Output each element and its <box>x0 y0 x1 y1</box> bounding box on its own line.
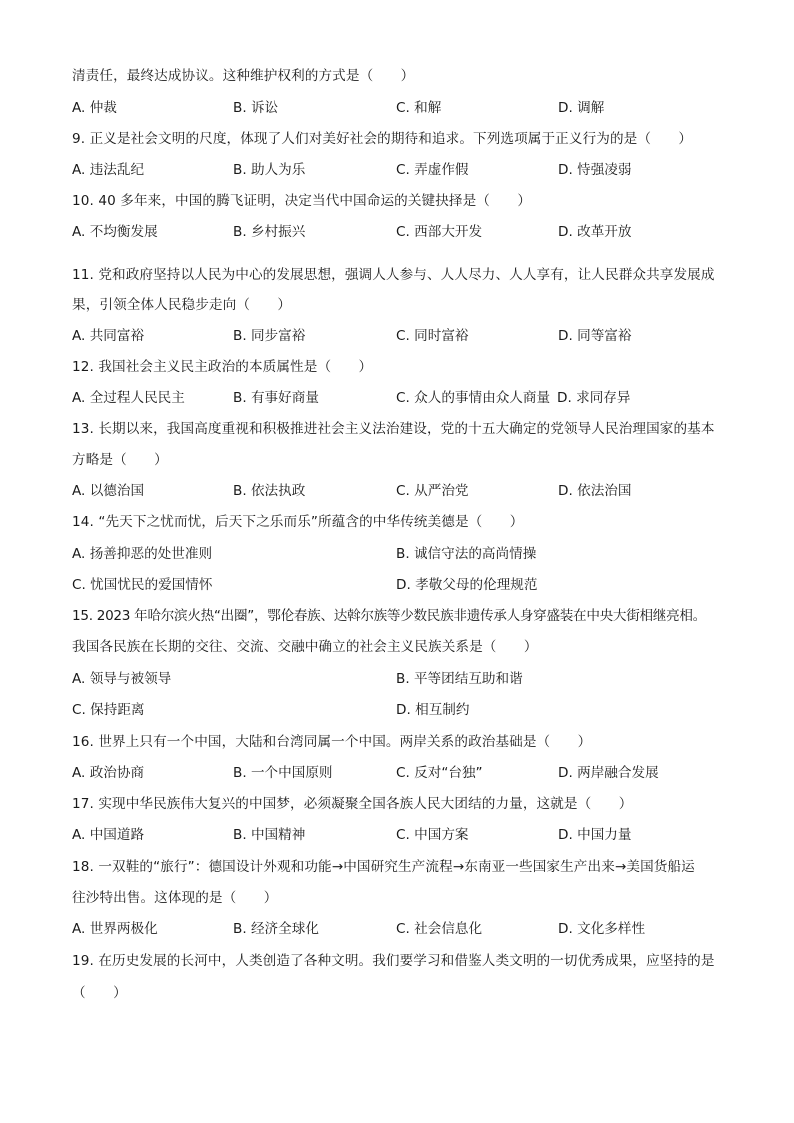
q11-option-c[interactable]: C. 同时富裕 <box>396 328 469 344</box>
q9-stem: 9. 正义是社会文明的尺度，体现了人们对美好社会的期待和追求。下列选项属于正义行为的是（ ） <box>72 131 693 147</box>
q17-option-c[interactable]: C. 中国方案 <box>396 827 469 843</box>
q11-option-d[interactable]: D. 同等富裕 <box>558 328 632 344</box>
q15-option-d[interactable]: D. 相互制约 <box>396 702 470 718</box>
q10-option-c[interactable]: C. 西部大开发 <box>396 224 483 240</box>
q12-option-b[interactable]: B. 有事好商量 <box>233 390 319 406</box>
q15-option-a[interactable]: A. 领导与被领导 <box>72 671 172 687</box>
q16-option-c[interactable]: C. 反对“台独” <box>396 765 483 781</box>
q16-option-a[interactable]: A. 政治协商 <box>72 765 145 781</box>
q8-option-a[interactable]: A. 仲裁 <box>72 100 117 116</box>
q18-option-b[interactable]: B. 经济全球化 <box>233 921 319 937</box>
q13-stem-line2: 方略是（ ） <box>72 452 168 468</box>
q10-option-b[interactable]: B. 乡村振兴 <box>233 224 306 240</box>
q11-stem-line1: 11. 党和政府坚持以人民为中心的发展思想，强调人人参与、人人尽力、人人享有，让人民群众共享发展成 <box>72 267 715 283</box>
q11-stem-line2: 果，引领全体人民稳步走向（ ） <box>72 297 292 313</box>
q15-stem-line2: 我国各民族在长期的交往、交流、交融中确立的社会主义民族关系是（ ） <box>72 639 538 655</box>
q19-stem-line2: （ ） <box>72 985 127 1001</box>
q18-stem-line1: 18. 一双鞋的“旅行”：德国设计外观和功能→中国研究生产流程→东南亚一些国家生产出来→美国货船运 <box>72 859 695 875</box>
q12-option-a[interactable]: A. 全过程人民民主 <box>72 390 185 406</box>
q9-option-a[interactable]: A. 违法乱纪 <box>72 162 145 178</box>
q8-option-c[interactable]: C. 和解 <box>396 100 442 116</box>
q13-option-c[interactable]: C. 从严治党 <box>396 483 469 499</box>
q14-stem: 14. “先天下之忧而忧，后天下之乐而乐”所蕴含的中华传统美德是（ ） <box>72 514 524 530</box>
q18-option-a[interactable]: A. 世界两极化 <box>72 921 158 937</box>
q14-option-c[interactable]: C. 忧国忧民的爱国情怀 <box>72 577 213 593</box>
q11-option-b[interactable]: B. 同步富裕 <box>233 328 306 344</box>
q13-option-a[interactable]: A. 以德治国 <box>72 483 145 499</box>
q16-option-b[interactable]: B. 一个中国原则 <box>233 765 333 781</box>
q15-option-b[interactable]: B. 平等团结互助和谐 <box>396 671 523 687</box>
q9-option-c[interactable]: C. 弄虚作假 <box>396 162 469 178</box>
q19-stem-line1: 19. 在历史发展的长河中，人类创造了各种文明。我们要学习和借鉴人类文明的一切优秀成果，应坚持的是 <box>72 953 715 969</box>
q14-option-a[interactable]: A. 扬善抑恶的处世准则 <box>72 546 213 562</box>
q12-option-d[interactable]: D. 求同存异 <box>557 390 631 406</box>
q18-stem-line2: 往沙特出售。这体现的是（ ） <box>72 890 278 906</box>
q14-option-b[interactable]: B. 诚信守法的高尚情操 <box>396 546 537 562</box>
q10-option-d[interactable]: D. 改革开放 <box>558 224 632 240</box>
q13-option-d[interactable]: D. 依法治国 <box>558 483 632 499</box>
q9-option-d[interactable]: D. 恃强凌弱 <box>558 162 632 178</box>
q12-stem: 12. 我国社会主义民主政治的本质属性是（ ） <box>72 359 373 375</box>
q14-option-d[interactable]: D. 孝敬父母的伦理规范 <box>396 577 538 593</box>
q12-option-c[interactable]: C. 众人的事情由众人商量 <box>396 390 551 406</box>
q10-stem: 10. 40 多年来，中国的腾飞证明，决定当代中国命运的关键抉择是（ ） <box>72 193 532 209</box>
q9-option-b[interactable]: B. 助人为乐 <box>233 162 306 178</box>
q17-option-a[interactable]: A. 中国道路 <box>72 827 145 843</box>
q17-option-d[interactable]: D. 中国力量 <box>558 827 632 843</box>
q16-option-d[interactable]: D. 两岸融合发展 <box>558 765 659 781</box>
q17-option-b[interactable]: B. 中国精神 <box>233 827 306 843</box>
q18-option-c[interactable]: C. 社会信息化 <box>396 921 483 937</box>
q17-stem: 17. 实现中华民族伟大复兴的中国梦，必须凝聚全国各族人民大团结的力量，这就是（ ） <box>72 796 633 812</box>
q8-option-d[interactable]: D. 调解 <box>558 100 605 116</box>
q8-stem: 清责任，最终达成协议。这种维护权利的方式是（ ） <box>72 68 415 84</box>
q15-option-c[interactable]: C. 保持距离 <box>72 702 145 718</box>
q10-option-a[interactable]: A. 不均衡发展 <box>72 224 158 240</box>
q16-stem: 16. 世界上只有一个中国，大陆和台湾同属一个中国。两岸关系的政治基础是（ ） <box>72 734 592 750</box>
q13-option-b[interactable]: B. 依法执政 <box>233 483 306 499</box>
q15-stem-line1: 15. 2023 年哈尔滨火热“出圈”，鄂伦春族、达斡尔族等少数民族非遗传承人身穿盛装在中央大街相继亮相。 <box>72 608 706 624</box>
q11-option-a[interactable]: A. 共同富裕 <box>72 328 145 344</box>
q8-option-b[interactable]: B. 诉讼 <box>233 100 279 116</box>
q13-stem-line1: 13. 长期以来，我国高度重视和积极推进社会主义法治建设，党的十五大确定的党领导人民治理国家的基本 <box>72 421 715 437</box>
q18-option-d[interactable]: D. 文化多样性 <box>558 921 646 937</box>
